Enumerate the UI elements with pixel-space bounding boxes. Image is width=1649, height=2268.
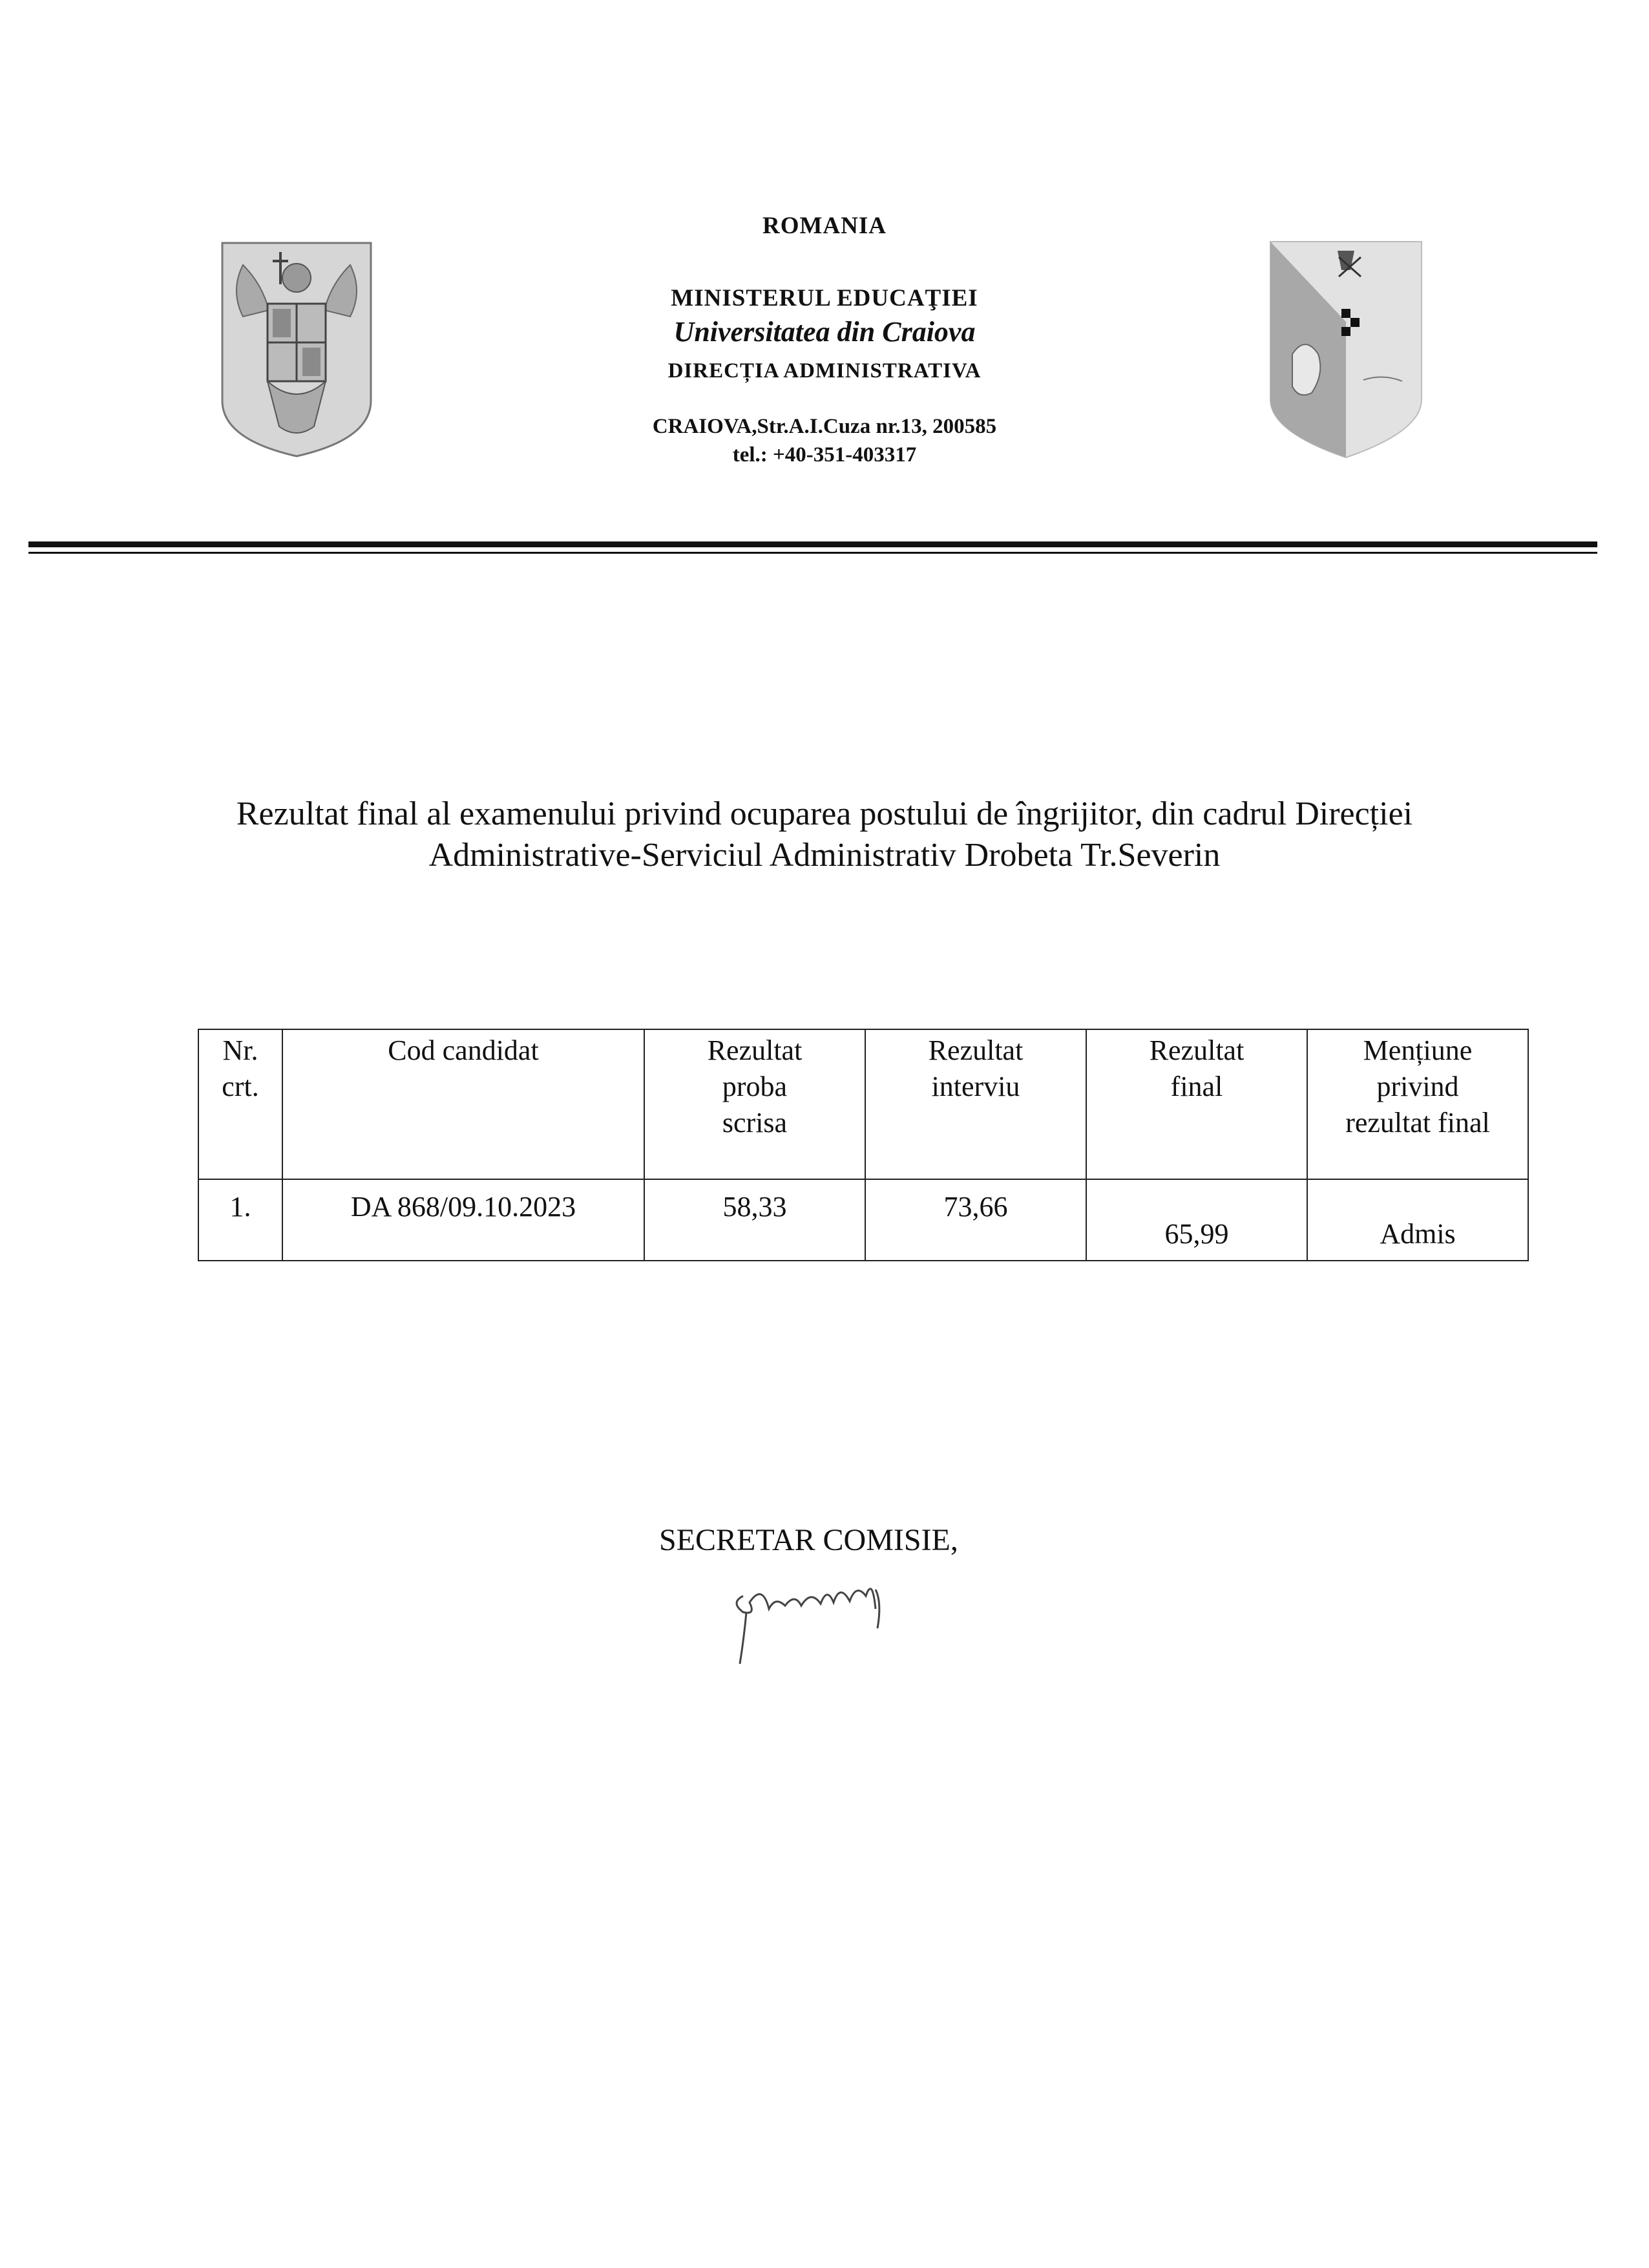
handwritten-signature-icon [724, 1557, 892, 1667]
direction-name: DIRECȚIA ADMINISTRATIVA [667, 359, 982, 383]
document-title-line-2: Administrative-Serviciul Administrativ Drobeta Tr.Severin [428, 837, 1221, 874]
header-text: interviu [931, 1071, 1020, 1102]
header-text: rezultat final [1345, 1107, 1490, 1139]
header-text: privind [1376, 1071, 1459, 1102]
cell-interviu: 73,66 [865, 1179, 1086, 1261]
phone-line: tel.: +40-351-403317 [732, 443, 917, 467]
table-row [198, 1179, 1528, 1261]
cell-final: 65,99 [1086, 1179, 1307, 1261]
cell-mentiune: Admis [1307, 1179, 1528, 1261]
header-text: Cod candidat [388, 1034, 539, 1066]
ministry-name: MINISTERUL EDUCAŢIEI [671, 285, 978, 311]
secretary-label: SECRETAR COMISIE, [659, 1523, 958, 1557]
document-title-line-1: Rezultat final al examenului privind ocuparea postului de îngrijitor, din cadrul Direcției [236, 795, 1413, 832]
header-divider-thick [28, 541, 1597, 547]
header-divider-thin [28, 552, 1597, 554]
cell-proba-scrisa: 58,33 [644, 1179, 865, 1261]
address-line: CRAIOVA,Str.A.I.Cuza nr.13, 200585 [652, 415, 997, 438]
results-table [198, 1029, 1529, 1261]
header-rezultat-final [1086, 1029, 1307, 1179]
header-text: final [1170, 1071, 1223, 1102]
header-rezultat-interviu [865, 1029, 1086, 1179]
header-text: scrisa [722, 1107, 788, 1139]
document-title [129, 793, 1520, 876]
header-text: Rezultat [928, 1034, 1024, 1066]
table-header-row [198, 1029, 1528, 1179]
header-text: Rezultat [707, 1034, 803, 1066]
header-cod-candidat [282, 1029, 644, 1179]
header-text: proba [722, 1071, 788, 1102]
cell-cod-candidat: DA 868/09.10.2023 [282, 1179, 644, 1261]
header-text: Nr. [222, 1034, 258, 1066]
country-name: ROMANIA [762, 213, 887, 239]
cell-nr: 1. [198, 1179, 282, 1261]
header-text: crt. [222, 1071, 259, 1102]
header-nr-crt [198, 1029, 282, 1179]
header-text: Mențiune [1363, 1034, 1473, 1066]
header-mentiune [1307, 1029, 1528, 1179]
header-rezultat-proba-scrisa [644, 1029, 865, 1179]
university-name: Universitatea din Craiova [673, 316, 976, 348]
header-text: Rezultat [1149, 1034, 1245, 1066]
